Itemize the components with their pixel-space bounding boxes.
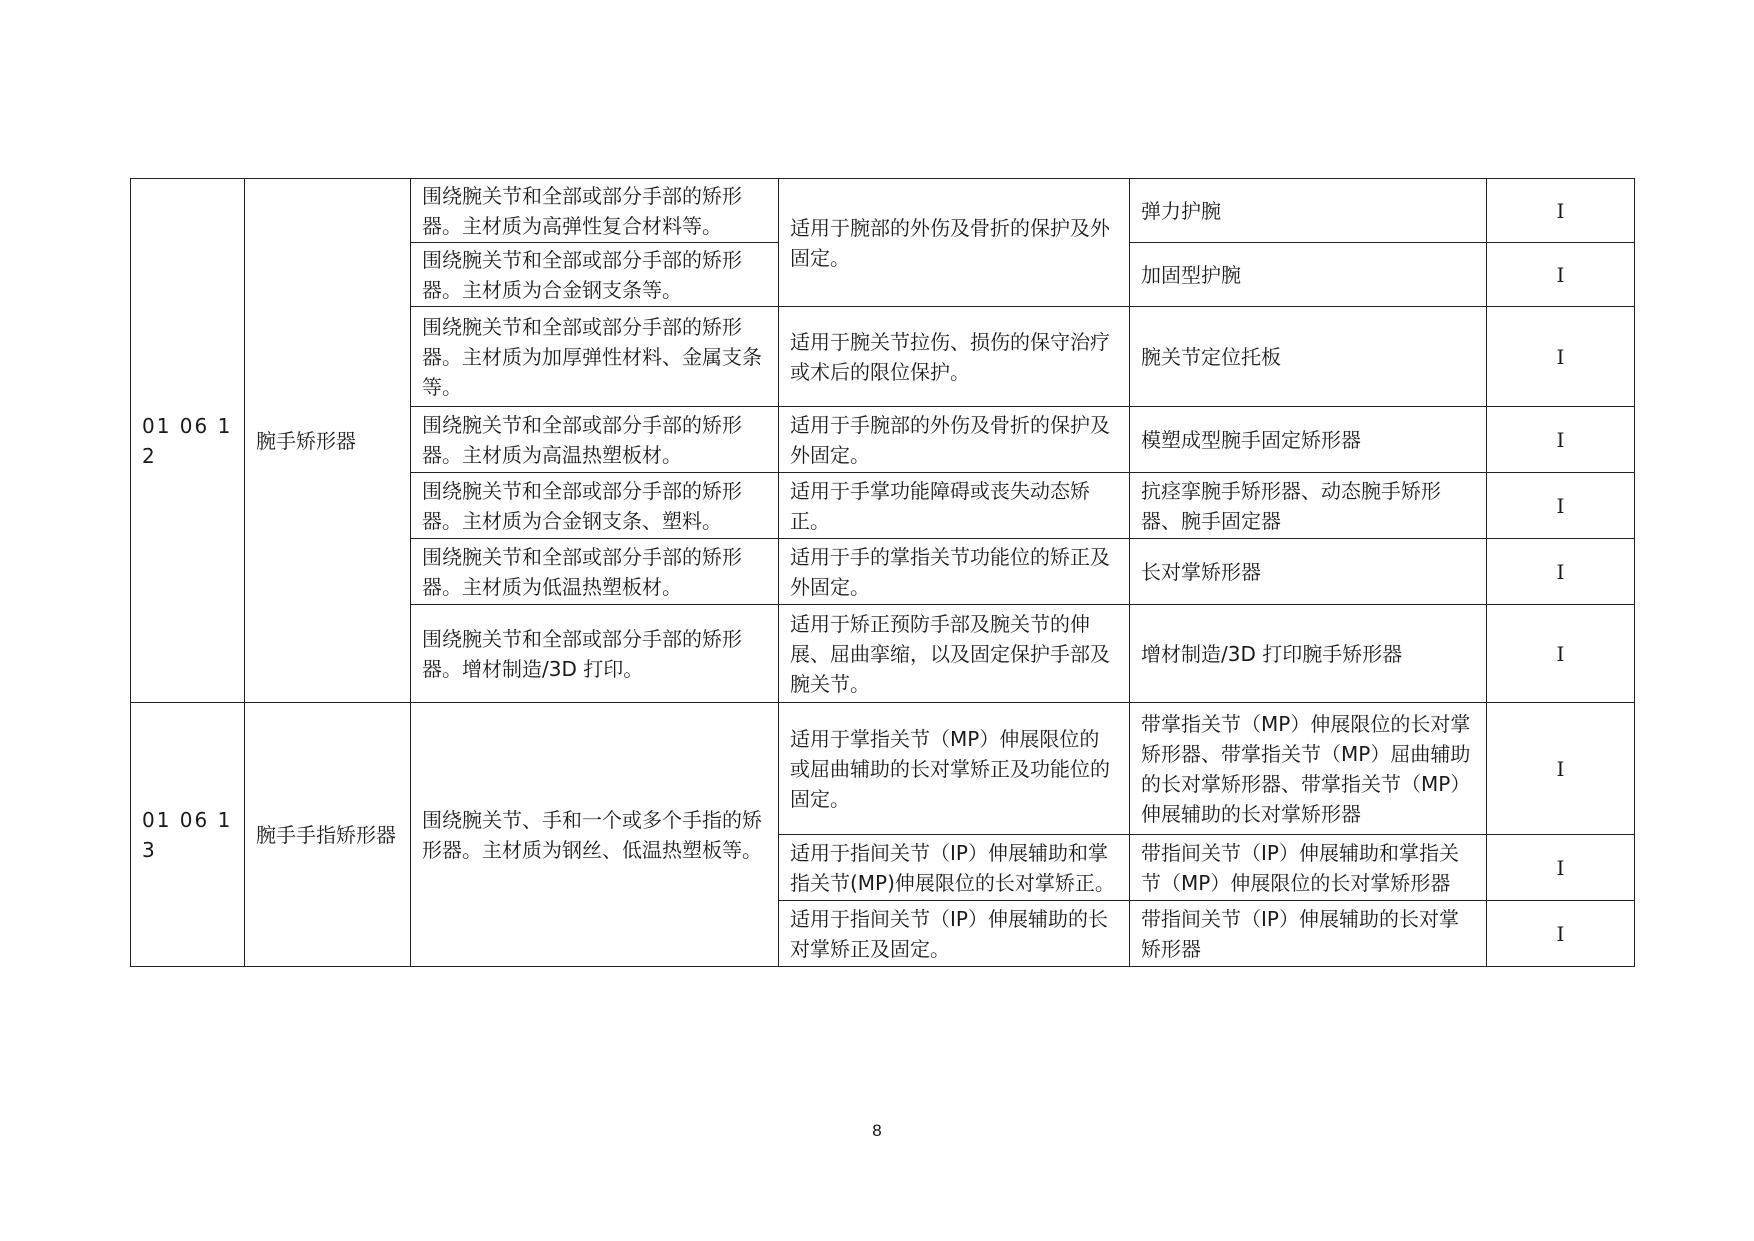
class-cell: I [1487,539,1635,605]
example-cell: 腕关节定位托板 [1130,307,1487,407]
example-cell: 带指间关节（IP）伸展辅助的长对掌矫形器 [1130,901,1487,967]
usage-cell: 适用于指间关节（IP）伸展辅助和掌指关节(MP)伸展限位的长对掌矫正。 [779,835,1130,901]
class-cell: I [1487,703,1635,835]
example-cell: 加固型护腕 [1130,243,1487,307]
example-cell: 弹力护腕 [1130,179,1487,243]
usage-cell: 适用于手的掌指关节功能位的矫正及外固定。 [779,539,1130,605]
usage-cell: 适用于掌指关节（MP）伸展限位的或屈曲辅助的长对掌矫正及功能位的固定。 [779,703,1130,835]
category-name-cell: 腕手手指矫形器 [245,703,411,967]
page-number: 8 [872,1121,882,1140]
table-row [131,179,1635,243]
class-cell: I [1487,473,1635,539]
example-cell: 抗痉挛腕手矫形器、动态腕手矫形器、腕手固定器 [1130,473,1487,539]
example-cell: 带掌指关节（MP）伸展限位的长对掌矫形器、带掌指关节（MP）屈曲辅助的长对掌矫形器、带掌指关节（MP）伸展辅助的长对掌矫形器 [1130,703,1487,835]
example-cell: 长对掌矫形器 [1130,539,1487,605]
class-cell: I [1487,605,1635,703]
class-cell: I [1487,307,1635,407]
usage-cell: 适用于手掌功能障碍或丧失动态矫正。 [779,473,1130,539]
usage-cell: 适用于手腕部的外伤及骨折的保护及外固定。 [779,407,1130,473]
class-cell: I [1487,835,1635,901]
description-cell: 围绕腕关节和全部或部分手部的矫形器。增材制造/3D 打印。 [411,605,779,703]
table-row [131,703,1635,835]
usage-cell: 适用于指间关节（IP）伸展辅助的长对掌矫正及固定。 [779,901,1130,967]
category-code-cell: 01 06 13 [131,703,245,967]
description-cell: 围绕腕关节、手和一个或多个手指的矫形器。主材质为钢丝、低温热塑板等。 [411,703,779,967]
category-code-cell: 01 06 12 [131,179,245,703]
description-cell: 围绕腕关节和全部或部分手部的矫形器。主材质为合金钢支条、塑料。 [411,473,779,539]
description-cell: 围绕腕关节和全部或部分手部的矫形器。主材质为高弹性复合材料等。 [411,179,779,243]
class-cell: I [1487,407,1635,473]
usage-cell: 适用于腕部的外伤及骨折的保护及外固定。 [779,179,1130,307]
example-cell: 带指间关节（IP）伸展辅助和掌指关节（MP）伸展限位的长对掌矫形器 [1130,835,1487,901]
description-cell: 围绕腕关节和全部或部分手部的矫形器。主材质为合金钢支条等。 [411,243,779,307]
category-name-cell: 腕手矫形器 [245,179,411,703]
example-cell: 增材制造/3D 打印腕手矫形器 [1130,605,1487,703]
description-cell: 围绕腕关节和全部或部分手部的矫形器。主材质为加厚弹性材料、金属支条等。 [411,307,779,407]
usage-cell: 适用于腕关节拉伤、损伤的保守治疗或术后的限位保护。 [779,307,1130,407]
usage-cell: 适用于矫正预防手部及腕关节的伸展、屈曲挛缩，以及固定保护手部及腕关节。 [779,605,1130,703]
example-cell: 模塑成型腕手固定矫形器 [1130,407,1487,473]
class-cell: I [1487,901,1635,967]
description-cell: 围绕腕关节和全部或部分手部的矫形器。主材质为低温热塑板材。 [411,539,779,605]
description-cell: 围绕腕关节和全部或部分手部的矫形器。主材质为高温热塑板材。 [411,407,779,473]
class-cell: I [1487,179,1635,243]
device-catalog-table [130,178,1635,967]
class-cell: I [1487,243,1635,307]
